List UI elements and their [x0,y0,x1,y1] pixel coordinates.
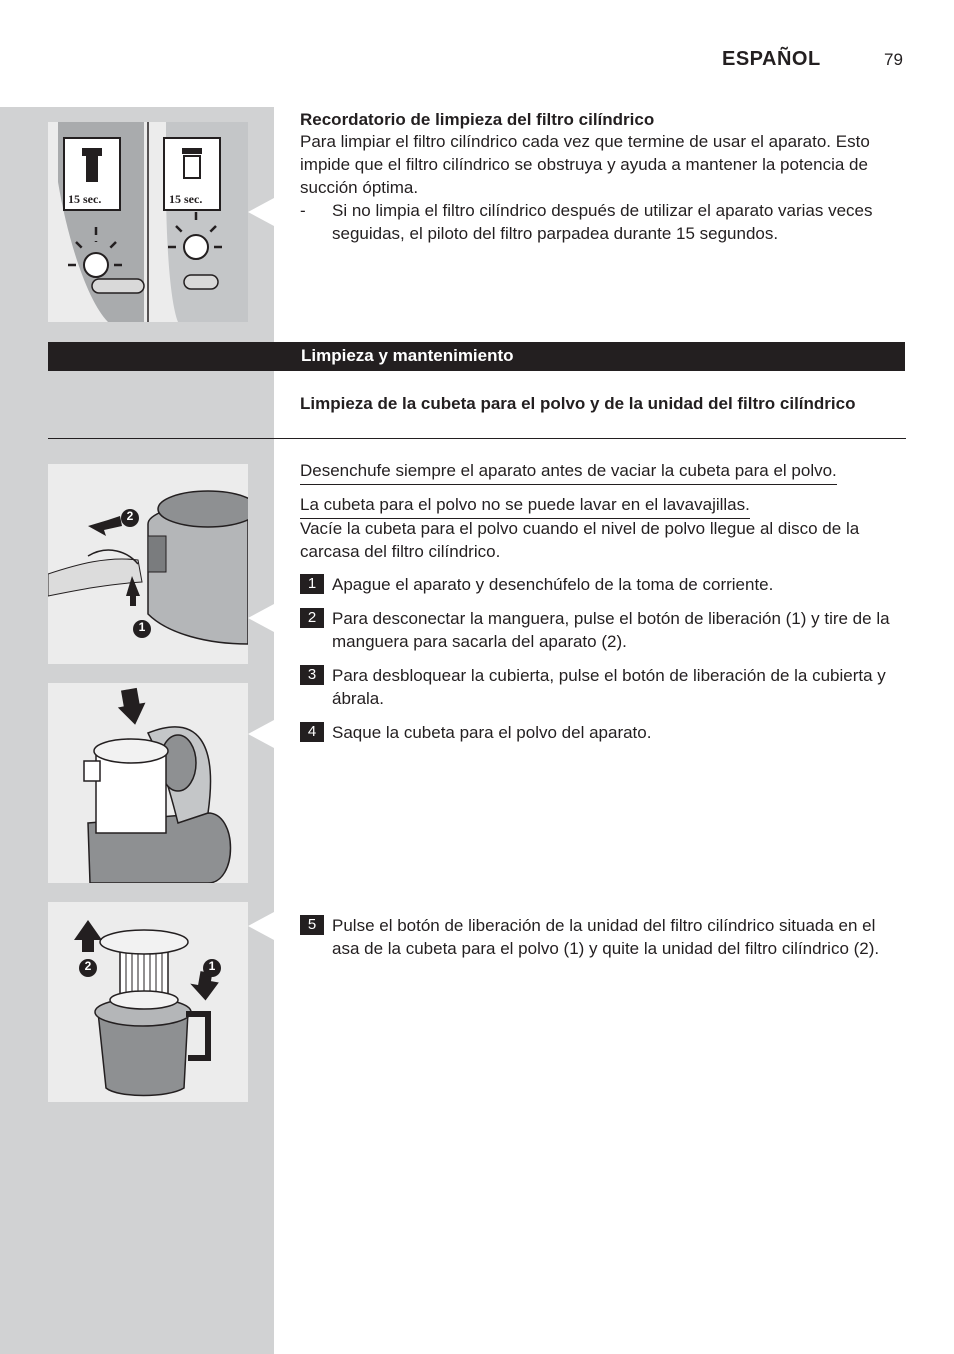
left-timer-label: 15 sec. [68,192,102,206]
figure-pointer [248,598,274,638]
callout-2: 2 [126,509,134,523]
step-item [300,573,906,596]
callout-1: 1 [208,959,216,973]
reminder-body: Para limpiar el filtro cilíndrico cada vez que termine de usar el aparato. Esto impide que el filtro cilíndrico se obstruya y ayuda a mantener la potencia de succión óptima. [300,132,870,197]
cover-open-drawing [48,683,248,883]
filter-unit-removal-drawing [48,902,248,1102]
subsection-title: Limpieza de la cubeta para el polvo y de la unidad del filtro cilíndrico [300,394,856,413]
section-title: Limpieza y mantenimiento [301,346,514,365]
step-number: 3 [300,665,324,685]
warning-dishwasher-text: La cubeta para el polvo no se puede lavar en el lavavajillas. [300,493,750,519]
step-text: Para desconectar la manguera, pulse el botón de liberación (1) y tire de la manguera para sacarla del aparato (2). [332,609,890,651]
warning-unplug [300,459,906,485]
bullet-text: Si no limpia el filtro cilíndrico después de utilizar el aparato varias veces seguidas, el piloto del filtro parpadea durante 15 segundos. [332,201,873,243]
cover-open-illustration [48,683,248,883]
language-header: ESPAÑOL [722,48,821,70]
step-number: 4 [300,722,324,742]
step-text: Para desbloquear la cubierta, pulse el botón de liberación de la cubierta y ábrala. [332,666,886,708]
callout-1: 1 [138,620,146,634]
step-item [300,914,906,960]
right-timer-label: 15 sec. [169,192,203,206]
step-number: 5 [300,915,324,935]
hose-removal-illustration [48,464,248,664]
figure-pointer [248,714,274,754]
step-text: Apague el aparato y desenchúfelo de la toma de corriente. [332,575,774,594]
reminder-bullet [300,199,906,245]
figure-pointer [248,906,274,946]
callout-2: 2 [84,959,92,973]
reminder-title: Recordatorio de limpieza del filtro cilíndrico [300,110,655,129]
warning-unplug-text: Desenchufe siempre el aparato antes de vaciar la cubeta para el polvo. [300,459,837,485]
warning-dishwasher [300,493,906,519]
step-item [300,607,906,653]
filter-unit-removal-illustration [48,902,248,1102]
divider [48,438,906,439]
hose-removal-drawing [48,464,248,664]
step-number: 1 [300,574,324,594]
empty-note: Vacíe la cubeta para el polvo cuando el nivel de polvo llegue al disco de la carcasa del filtro cilíndrico. [300,519,860,561]
figure-pointer [248,192,274,232]
filter-indicator-drawing [48,122,248,322]
step-text: Pulse el botón de liberación de la unidad del filtro cilíndrico situada en el asa de la cubeta para el polvo (1) y quite la unidad del filtro cilíndrico (2). [332,916,880,958]
section-header [48,342,905,371]
step-number: 2 [300,608,324,628]
step-item [300,664,906,710]
step-text: Saque la cubeta para el polvo del aparato. [332,723,652,742]
filter-indicator-illustration [48,122,248,322]
step-item [300,721,906,744]
bullet-dash: - [300,201,306,220]
page-number: 79 [884,50,903,69]
